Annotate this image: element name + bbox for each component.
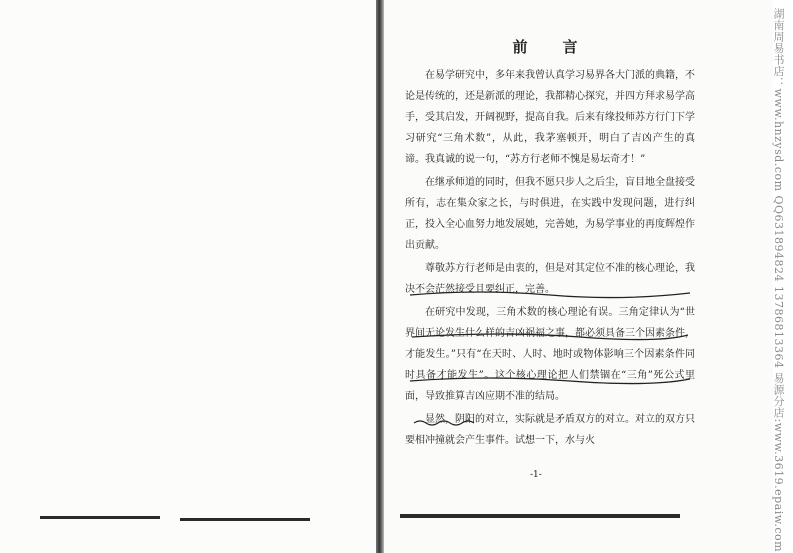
underline-mark-1	[410, 292, 690, 298]
scan-edge-right	[400, 514, 680, 518]
underline-mark-2	[412, 334, 688, 340]
paragraph-1: 在易学研究中，多年来我曾认真学习易界各大门派的典籍，不论是传统的，还是新派的理论，我都精心探究，并四方拜求易学高手，受其启发，开阔视野，提高自我。后来有缘投师苏方行门下学习研究“三角术数”，从此，我茅塞顿开，明白了吉凶产生的真谛。我真诚的说一句，“苏方行老师不愧是易坛奇才！”	[405, 70, 695, 165]
underline-mark-3	[410, 378, 690, 384]
scan-edge-middle	[180, 518, 310, 521]
paragraph-5: 显然，阴阳的对立，实际就是矛盾双方的对立。对立的双方只要相冲撞就会产生事件。试想一下，水与火	[405, 414, 695, 446]
vertical-watermark: 湖南周易书店：www.hnzysd.com QQ631894824 13786813364 易源分店:www.3619.epaiw.com	[772, 8, 785, 553]
paragraph-4: 在研究中发现，三角术数的核心理论有误。三角定律认为“世界间无论发生什么样的吉凶祸福之事，都必须具备三个因素条件，才能发生。”只有“在天时、人时、地时或物体影响三个因素条件同时具备才能发生”。这个核心理论把人们禁锢在“三角”死公式里面，导致推算吉凶应期不准的结局。	[405, 307, 695, 402]
scan-edge-left	[40, 516, 160, 519]
paragraph-2: 在继承师道的同时，但我不愿只步人之后尘，盲目地全盘接受所有，志在集众家之长，与时俱进，在实践中发现问题，进行纠正，投入全心血努力地发展她，完善她，为易学事业的再度辉煌作出贡献。	[405, 177, 695, 251]
underline-squiggle	[414, 421, 474, 425]
page-title: 前 言	[512, 38, 588, 56]
page-number: -1-	[530, 470, 542, 480]
book-gutter	[376, 0, 384, 553]
paragraph-3: 尊敬苏方行老师是由衷的，但是对其定位不准的核心理论，我决不会茫然接受且要纠正，完善。	[405, 263, 695, 295]
blank-left-page	[0, 0, 380, 553]
handwritten-underline-marks	[400, 285, 700, 475]
